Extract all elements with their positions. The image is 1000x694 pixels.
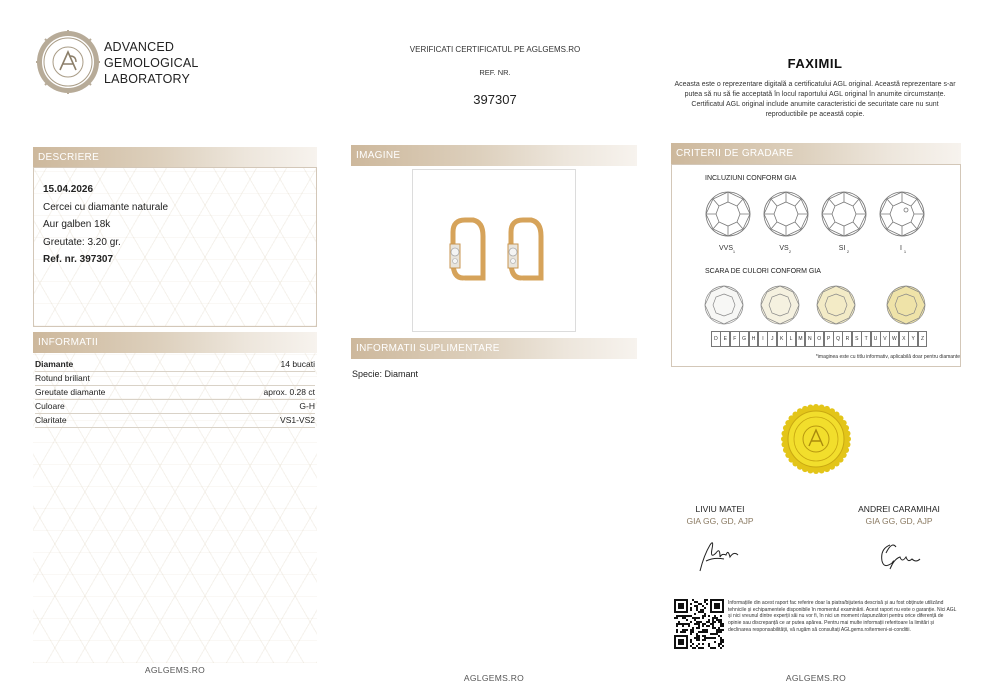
color-grade-r: R [842,331,852,347]
footer-right[interactable]: AGLGEMS.RO [785,673,847,683]
gold-seal-icon [781,404,851,474]
agl-seal-logo [36,30,100,94]
color-grade-m: M [796,331,806,347]
color-grade-g: G [739,331,749,347]
grading-note: *imaginea este cu titlu informativ, aplicabilă doar pentru diamante [815,354,960,360]
imagine-header: IMAGINE [351,145,637,166]
info-value: aprox. 0.28 ct [263,387,315,397]
info-label: Culoare [35,401,65,411]
color-diamond-colorless [705,286,743,324]
color-scale-title: SCARA DE CULORI CONFORM GIA [705,268,821,275]
lab-name [104,39,199,87]
color-scale-bar [711,331,927,347]
footer-left[interactable]: AGLGEMS.RO [144,665,206,675]
color-grade-e: E [720,331,730,347]
color-grade-d: D [711,331,721,347]
color-grade-k: K [777,331,787,347]
info-label: Diamante [35,359,74,369]
color-grade-i: I [758,331,768,347]
clarity-label-i: I [900,245,902,252]
signature-1-icon [696,535,744,575]
info-row [35,400,315,414]
clarity-sub-vs: 2 [788,249,792,254]
description-line-1: Cercei cu diamante naturale [43,201,169,213]
description-line-3: Greutate: 3.20 gr. [43,236,121,248]
color-grade-h: H [749,331,759,347]
info-value: VS1-VS2 [280,415,315,425]
color-diamond-near-colorless [761,286,799,324]
diamond-si-icon [822,192,866,236]
color-grade-q: Q [833,331,843,347]
color-diamond-light [887,286,925,324]
signature-2-icon [874,535,924,575]
signatory-2-title: GIA GG, GD, AJP [865,516,933,526]
info-label: Claritate [35,415,67,425]
info-row [35,372,315,386]
descriere-content [43,181,168,269]
inclusions-title: INCLUZIUNI CONFORM GIA [705,175,797,182]
clarity-diagrams [700,188,940,258]
verify-link-text[interactable]: VERIFICATI CERTIFICATUL PE AGLGEMS.RO [409,45,581,54]
color-grade-o: O [814,331,824,347]
color-grade-w: W [889,331,899,347]
signatory-1-title: GIA GG, GD, AJP [686,516,754,526]
signatory-1-name: LIVIU MATEI [695,504,745,514]
diamond-vvs-icon [706,192,750,236]
color-grade-l: L [786,331,796,347]
informatii-header: INFORMATII [33,332,317,353]
color-diamond-faint [817,286,855,324]
info-row [35,358,315,372]
description-ref: Ref. nr. 397307 [43,254,114,265]
clarity-label-vvs: VVS [718,245,734,252]
color-grade-p: P [824,331,834,347]
color-grade-n: N [805,331,815,347]
clarity-sub-si: 2 [846,249,850,254]
description-date: 15.04.2026 [43,184,94,195]
faximil-title: FAXIMIL [787,56,843,71]
suplimentare-header: INFORMATII SUPLIMENTARE [351,338,637,359]
color-grade-z: Z [918,331,928,347]
qr-code-icon[interactable] [674,599,724,649]
descriere-header: DESCRIERE [33,147,317,168]
ref-nr-value: 397307 [473,92,517,107]
disclaimer-text: Informațiile din acest raport fac referire doar la piatra/bijuteria descrisă și au fost obținute utilizând tehnicile și echipamentele disponibile în momentul examinării. Acest raport nu este o garanție. Nici AGL și nici vreunul dintre experții săi nu vor fi, în nici un moment răspunzători pentru orice diferență de opinie sau discrepanță ce ar putea apărea. Pentru mai multe informații referitoare la limitări și declinarea responsabilității, vă rugăm să consultați AGLgems.ro/termeni-si-conditii. [728,600,957,633]
info-label: Greutate diamante [35,387,106,397]
color-grade-x: X [899,331,909,347]
color-grade-y: Y [908,331,918,347]
clarity-sub-i: 1 [903,249,907,254]
footer-middle[interactable]: AGLGEMS.RO [463,673,525,683]
lab-name-line-1: ADVANCED [104,40,175,54]
lab-name-line-2: GEMOLOGICAL [104,56,199,70]
criterii-header: CRITERII DE GRADARE [671,143,961,164]
faximil-text: Aceasta este o reprezentare digitală a certificatului AGL original. Această reprezentare s-ar putea să nu să fie acceptată în locul raportului AGL original în anumite circumstanțe. Certificatul AGL original include anumite caracteristici de securitate care nu sunt reproductibile pe această copie. [674,81,956,118]
clarity-label-si: SI [838,245,846,252]
color-grade-u: U [871,331,881,347]
color-diamonds [702,283,932,328]
signatory-2-name: ANDREI CARAMIHAI [858,504,940,514]
diamond-i-icon [880,192,924,236]
info-value: 14 bucati [280,359,315,369]
clarity-label-vs: VS [779,245,789,252]
info-row [35,386,315,400]
ref-nr-label: REF. NR. [479,68,511,77]
info-row [35,414,315,428]
description-line-2: Aur galben 18k [43,219,111,230]
specie-text: Specie: Diamant [352,369,419,379]
color-grade-t: T [861,331,871,347]
color-grade-v: V [880,331,890,347]
earrings-image [413,170,575,331]
info-label: Rotund briliant [35,373,90,383]
color-grade-s: S [852,331,862,347]
color-grade-j: J [767,331,777,347]
clarity-sub-vvs: 1 [732,249,736,254]
info-value: G-H [299,401,315,411]
lab-name-line-3: LABORATORY [104,72,191,86]
product-image [412,169,576,332]
diamond-vs-icon [764,192,808,236]
color-grade-f: F [730,331,740,347]
